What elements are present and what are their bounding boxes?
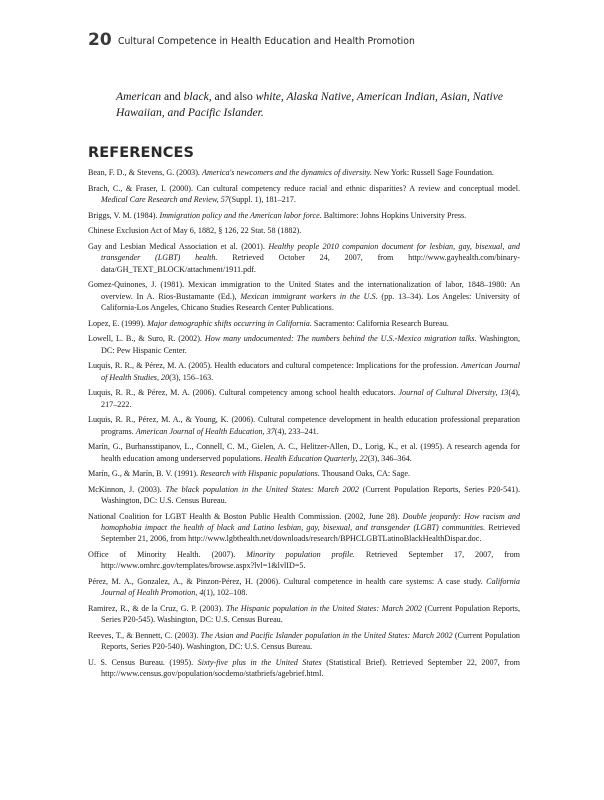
ref-text: Luquis, R. R., & Pérez, M. A. (2005). Health educators and cultural competence: Implications for the profession. [88,361,461,371]
ref-title: America's newcomers and the dynamics of diversity. [202,168,372,177]
page-header [88,30,558,52]
ref-text: Luquis, R. R., Pérez, M. A., & Young, K. (2006). Cultural competence development in health education professional preparation programs. [88,415,520,436]
reference-item [88,210,520,221]
ref-text: Lopez, E. (1999). [88,318,148,328]
ref-text: (4), 217–222. [101,388,520,409]
ref-text: Chinese Exclusion Act of May 6, 1882, § 126, 22 Stat. 58 (1882). [88,226,302,236]
ref-title: Mexican immigrant workers in the U.S. [240,291,378,301]
ref-text: (Statistical Brief). Retrieved September 22, 2007, from http://www.census.gov/population/socdemo/statbriefs/agebrief.html. [101,658,520,679]
reference-item [88,549,520,572]
references-heading: REFERENCES [88,145,195,161]
ref-text: Retrieved September 21, 2006, from http://www.lgbthealth.net/downloads/research/BPHCLGBTLatinoBlackHealthDispar.doc. [101,523,520,544]
ref-title: Immigration policy and the American labor force. [159,210,322,220]
reference-item [88,484,520,507]
intro-text-1: American [116,90,162,103]
ref-title: Medical Care Research and Review, 57 [101,194,229,204]
page-number: 20 [88,30,112,50]
running-title: Cultural Competence in Health Education and Health Promotion [118,36,415,47]
ref-text: Gay and Lesbian Medical Association et al. (2001). [88,242,269,252]
ref-text: (4), 233–241. [274,426,319,436]
ref-title: Major demographic shifts occurring in California. [147,318,312,328]
ref-text: Luquis, R. R., & Pérez, M. A. (2006). Cultural competency among school health educators. [88,388,399,398]
reference-item [88,603,520,626]
ref-text: Bean, F. D., & Stevens, G. (2003). [88,168,202,177]
intro-text-5: white, Alaska Native, American Indian, Asian, Native Hawaiian, and Pacific Islander. [116,90,504,119]
reference-item [88,167,520,178]
ref-text: New York: Russell Sage Foundation. [371,168,494,177]
intro-text-4: and also [211,90,256,103]
intro-text-3: black, [183,90,212,103]
ref-text: Reeves, T., & Bennett, C. (2003). [88,631,201,641]
ref-text: Retrieved October 24, 2007, from http://www.gayhealth.com/binary-data/GH_TEXT_BLOCK/attachment/1911.pdf. [101,253,521,274]
ref-title: Journal of Cultural Diversity, 13 [398,388,509,398]
ref-text: Pérez, M. A., Gonzalez, A., & Pinzon-Pérez, H. (2006). Cultural competence in health care systems: A case study. [88,577,487,587]
ref-text: Lowell, L. B., & Suro, R. (2002). [88,334,205,344]
ref-title: Healthy people 2010 companion document for lesbian, gay, bisexual, and transgender (LGBT) health. [101,242,520,263]
reference-item [88,360,520,383]
ref-text: Ramirez, R., & de la Cruz, G. P. (2003). [88,604,226,614]
reference-item [88,387,520,410]
references-list [88,167,520,684]
ref-title: The black population in the United States: March 2002 [165,484,359,494]
ref-title: American Journal of Health Education, 37 [135,426,275,436]
ref-text: Brach, C., & Fraser, I. (2000). Can cultural competency reduce racial and ethnic disparities? A review and conceptual model. [88,183,520,193]
ref-text: (Current Population Reports, Series P20-540). Washington, DC: U.S. Census Bureau. [101,631,520,652]
ref-text: Retrieved September 17, 2007, from http://www.omhrc.gov/templates/browse.aspx?lvl=1&lvlID=5. [101,550,520,571]
ref-title: Minority population profile. [246,550,355,560]
reference-item [88,241,520,275]
reference-item [88,657,520,680]
ref-title: Research with Hispanic populations. [200,469,320,479]
ref-text: (3), 156–163. [169,372,214,382]
ref-title: American Journal of Health Studies, 20 [101,361,520,382]
ref-text: Gomez-Quinones, J. (1981). Mexican immigration to the United States and the internationalization of labor, 1848–1980: An overview. In A. Rios-Bustamante (Ed.), [88,280,520,301]
ref-text: (1), 102–108. [203,588,248,598]
ref-text: Marín, G., Burhansstipanov, L., Connell, C. M., Gielen, A. C., Helitzer-Allen, D., Lorig, K., et al. (1995). A research agenda for health education among underserved populations. [88,442,520,463]
ref-text: (Current Population Reports, Series P20-541). Washington, DC: U.S. Census Bureau. [101,484,521,506]
ref-title: How many undocumented: The numbers behind the U.S.-Mexico migration talks. [204,334,477,344]
ref-text: Washington, DC: Pew Hispanic Center. [101,334,520,355]
intro-text-2: and [161,90,184,103]
ref-title: California Journal of Health Promotion, 4 [101,577,520,598]
ref-text: (3), 346–364. [367,453,412,463]
reference-item [88,414,520,437]
reference-item [88,279,520,313]
ref-text: National Coalition for LGBT Health & Boston Public Health Commission. (2002, June 28). [88,511,403,521]
ref-title: Sixty-five plus in the United States [197,658,322,668]
ref-text: Sacramento: California Research Bureau. [311,318,449,328]
ref-title: Health Education Quarterly, 22 [264,453,368,463]
ref-text: (Current Population Reports, Series P20-545). Washington, DC: U.S. Census Bureau. [101,604,521,625]
ref-title: Double jeopardy: How racism and homophobia impact the health of black and Latino lesbian, gay, bisexual, and transgender (LGBT) communities. [101,511,521,533]
reference-item [88,630,520,653]
reference-item [88,441,520,464]
ref-text: Marín, G., & Marín, B. V. (1991). [88,469,201,479]
ref-text: (pp. 13–34). Los Angeles: University of California-Los Angeles, Chicano Studies Research Center Publications. [101,291,521,312]
ref-title: The Hispanic population in the United States: March 2002 [225,604,422,614]
reference-item [88,225,520,236]
ref-text: McKinnon, J. (2003). [88,484,166,494]
reference-item [88,468,520,479]
ref-title: The Asian and Pacific Islander population in the United States: March 2002 [200,631,453,641]
ref-text: U. S. Census Bureau. (1995). [88,658,198,668]
reference-item [88,576,520,599]
ref-text: Office of Minority Health. (2007). [88,550,247,560]
ref-text: Briggs, V. M. (1984). [88,210,160,220]
reference-item [88,183,520,206]
reference-item [88,318,520,329]
ref-text: Thousand Oaks, CA: Sage. [319,469,410,479]
ref-text: (Suppl. 1), 181–217. [228,194,296,204]
reference-item [88,511,520,545]
intro-paragraph [116,89,520,120]
reference-item [88,333,520,356]
ref-text: Baltimore: Johns Hopkins University Press. [321,210,467,220]
